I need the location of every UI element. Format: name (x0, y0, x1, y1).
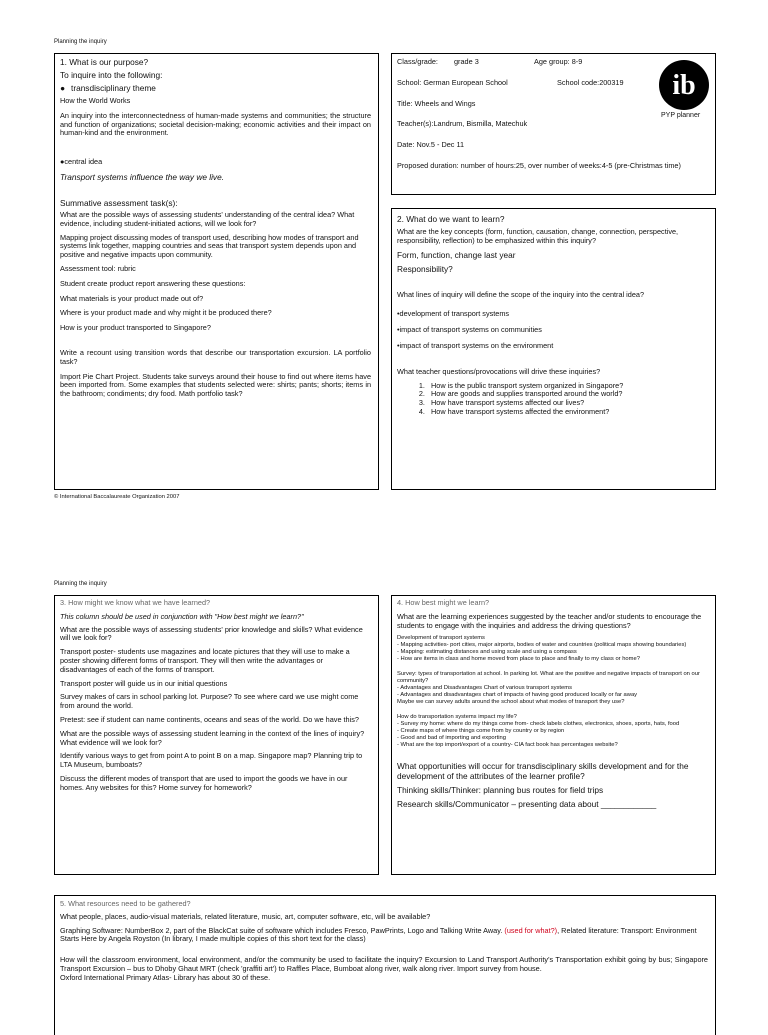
product-question-3: How is your product transported to Singapore? (60, 323, 211, 333)
opportunities-question: What opportunities will occur for transdisciplinary skills development and for the development of the attributes of the learner profile? (397, 761, 689, 782)
discuss-modes: Discuss the different modes of transport that are used to import the goods we have in our homes. Any websites for this? Home survey for homework? (60, 773, 348, 792)
teacher-question: 4. How have transport systems affected the environment? (427, 408, 708, 417)
inquire-label: To inquire into the following: (60, 70, 163, 80)
resources-question: What people, places, audio-visual materials, related literature, music, art, computer software, etc, will be available? (60, 911, 431, 921)
summative-question: What are the possible ways of assessing students' understanding of the central idea? What evidence, including student-initiated actions, will we look for? (60, 209, 355, 228)
column-note: This column should be used in conjunction with "How best might we learn?" (60, 611, 304, 621)
page-header: Planning the inquiry (54, 581, 107, 587)
key-concepts-question: What are the key concepts (form, function, causation, change, connection, perspective, responsibility, reflection) to be emphasized within this inquiry? (397, 227, 679, 245)
know-box (54, 595, 379, 875)
lines-of-inquiry-question: What lines of inquiry will define the scope of the inquiry into the central idea? (397, 289, 645, 299)
class-label: Class/grade: (397, 57, 438, 66)
teachers: Teacher(s):Landrum, Bismilla, Matechuk (397, 119, 528, 129)
theme-label: transdisciplinary theme (71, 83, 156, 93)
mapping-project: Mapping project discussing modes of transport used, describing how modes of transport and systems link together, mapping countries and seas that transport system depends upon and positive and negative impacts upon community. (60, 232, 359, 260)
survey-item: - Advantages and Disadvantages Chart of various transport systems (397, 685, 572, 692)
theme-name: How the World Works (60, 96, 131, 105)
class-value: grade 3 (454, 57, 479, 66)
recount-task: Write a recount using transition words that describe our transportation excursion. LA portfolio task? (60, 347, 371, 366)
survey-item: Maybe we can survey adults around the school about what modes of transport they use? (397, 699, 625, 706)
survey-item: Survey: types of transportation at school. In parking lot. What are the positive and negative impacts of transport on our community? (397, 671, 700, 685)
purpose-box (54, 53, 379, 490)
teacher-question: 3. How have transport systems affected our lives? (427, 399, 708, 408)
learn-title: 2. What do we want to learn? (397, 214, 505, 224)
central-idea: Transport systems influence the way we live. (60, 171, 225, 182)
key-concepts-1: Form, function, change last year (397, 249, 516, 260)
atlas-note: Oxford International Primary Atlas- Library has about 30 of these. (60, 972, 271, 982)
school-name: School: German European School (397, 77, 508, 87)
research-skills: Research skills/Communicator – presenting data about ____________ (397, 799, 657, 810)
assessment-tool: Assessment tool: rubric (60, 263, 136, 273)
copyright-footer: © International Baccalaureate Organization 2007 (54, 494, 180, 500)
survey-item: - Advantages and disadvantages chart of impacts of having good produced locally or far away (397, 692, 638, 699)
prior-knowledge-question: What are the possible ways of assessing students' prior knowledge and skills? What evidence will we look for? (60, 624, 363, 643)
resources-box (54, 895, 716, 1035)
page-header: Planning the inquiry (54, 39, 107, 45)
teacher-questions-prompt: What teacher questions/provocations will drive these inquiries? (397, 366, 601, 376)
pie-chart-project: Import Pie Chart Project. Students take surveys around their house to find out where items have been imported from. Some examples that students selected were: shirts; pants; shorts; items in the bathroom; condiments; dry food. Math portfolio task? (60, 371, 371, 399)
age-group: Age group: 8-9 (534, 57, 583, 66)
graphing-software: Graphing Software: NumberBox 2, part of the BlackCat suite of software which includes Fresco, PawPrints, Logo and Talking Write Away. (used for what?), Related literature: Transport: Environment Starts Here by Angela Royston (In library, I made multiple copies of this short text for the class) (60, 925, 697, 944)
development-item: - Mapping activities- port cities, major airports, bodies of water and countries (political maps showing boundaries) (397, 642, 687, 649)
school-code: School code:200319 (557, 77, 624, 87)
purpose-title: 1. What is our purpose? (60, 57, 149, 67)
impact-item: - Create maps of where things come from by country or by region (397, 728, 565, 735)
impact-item: - Good and bad of importing and exporting (397, 735, 506, 742)
product-question-1: What materials is your product made out of? (60, 293, 204, 303)
know-title: 3. How might we know what we have learned? (60, 598, 211, 607)
date-range: Date: Nov.5 - Dec 11 (397, 140, 465, 150)
development-item: - Mapping: estimating distances and using scale and using a compass (397, 649, 577, 656)
environment-question: How will the classroom environment, local environment, and/or the community be used to facilitate the inquiry? Excursion to Land Transport Authority's Transportation exhibit going by bus; Singapore Transport Excursion – bus to Dhoby Ghaut MRT (check 'graffiti art') to Raffles Place, Bumboat along river, walk along river. Import survey from house. (60, 955, 708, 973)
impact-item: - Survey my home: where do my things come from- check labels clothes, electronics, shoes, sports, hats, food (397, 721, 680, 728)
bullet-icon: ● (60, 83, 66, 93)
car-survey: Survey makes of cars in school parking lot. Purpose? To see where card we use might come from around the world. (60, 692, 359, 711)
best-title: 4. How best might we learn? (397, 598, 490, 607)
teacher-question: 2. How are goods and supplies transported around the world? (427, 390, 708, 399)
thinking-skills: Thinking skills/Thinker: planning bus routes for field trips (397, 785, 604, 796)
teacher-questions-list (397, 382, 708, 417)
unit-title: Title: Wheels and Wings (397, 98, 476, 108)
central-idea-label: ●central idea (60, 157, 103, 167)
summative-title: Summative assessment task(s): (60, 197, 178, 208)
teacher-question: 1. How is the public transport system organized in Singapore? (427, 382, 708, 391)
learning-assessment-question: What are the possible ways of assessing student learning in the context of the lines of inquiry? What evidence will we look for? (60, 728, 365, 747)
proposed-duration: Proposed duration: number of hours:25, over number of weeks:4-5 (pre-Christmas time) (397, 160, 681, 170)
resources-title: 5. What resources need to be gathered? (60, 899, 191, 908)
theme-description: An inquiry into the interconnectedness of human-made systems and communities; the structure and function of organizations; societal decision-making; economic activities and their impact on human-kind and the environment. (60, 110, 371, 138)
key-concepts-2: Responsibility? (397, 263, 453, 274)
ib-logo-icon (658, 59, 710, 111)
development-title: Development of transport systems (397, 635, 485, 642)
impact-item: - What are the top import/export of a country- CIA fact book has percentages website? (397, 742, 618, 749)
impact-title: How do transportation systems impact my life? (397, 714, 517, 721)
ib-logo-text: ib (672, 70, 696, 101)
pyp-planner-label: PYP planner (661, 112, 701, 119)
line-of-inquiry-2: •impact of transport systems on communities (397, 325, 542, 335)
product-intro: Student create product report answering these questions: (60, 278, 246, 288)
identify-routes: Identify various ways to get from point A to point B on a map. Singapore map? Planning trip to LTA Museum, bumboats? (60, 751, 363, 770)
line-of-inquiry-1: •development of transport systems (397, 309, 510, 319)
experiences-question: What are the learning experiences suggested by the teacher and/or students to encourage the students to engage with the inquiries and address the driving questions? (397, 611, 702, 630)
development-item: - How are items in class and home moved from place to place and finally to my class or home? (397, 656, 640, 663)
line-of-inquiry-3: •impact of transport systems on the environment (397, 340, 554, 350)
pretest: Pretest: see if student can name continents, oceans and seas of the world. Do we have this? (60, 714, 359, 724)
product-question-2: Where is your product made and why might it be produced there? (60, 308, 272, 318)
poster-guide: Transport poster will guide us in our initial questions (60, 678, 228, 688)
learn-box (391, 208, 716, 490)
transport-poster: Transport poster- students use magazines and locate pictures that they will use to make a poster showing different forms of transport. They will then write the advantages or disadvantages of each of the forms of transport. (60, 647, 350, 674)
best-box (391, 595, 716, 875)
